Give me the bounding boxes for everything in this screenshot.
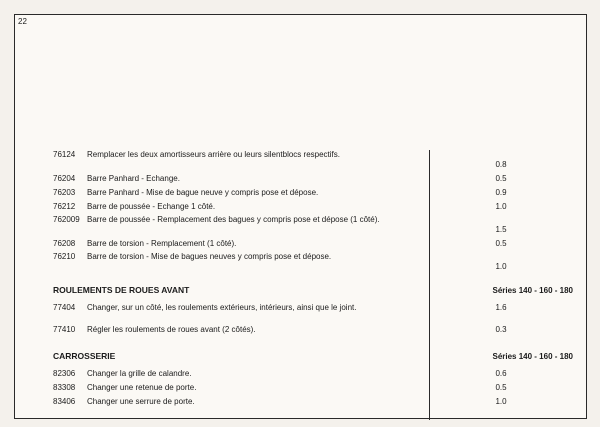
operation-code: 76204 [53,174,76,183]
table-row [15,150,588,170]
series-label: Séries 140 - 160 - 180 [492,286,573,295]
operation-code: 83406 [53,397,76,406]
operation-description: Barre de poussée - Echange 1 côté. [87,202,216,211]
operation-description: Barre Panhard - Echange. [87,174,180,183]
operation-description: Changer, sur un côté, les roulements extérieurs, intérieurs, ainsi que le joint. [87,303,357,312]
operation-description: Barre de torsion - Mise de bagues neuves y compris pose et dépose. [87,252,332,261]
time-value: 1.5 [495,225,507,234]
time-value: 0.5 [495,239,507,248]
section-title: CARROSSERIE [53,351,116,361]
time-value: 0.6 [495,369,507,378]
table-row [15,252,588,272]
operation-code: 76210 [53,252,76,261]
operation-description: Changer une serrure de porte. [87,397,195,406]
operation-description: Barre Panhard - Mise de bague neuve y compris pose et dépose. [87,188,319,197]
time-value: 1.6 [495,303,507,312]
time-value: 0.5 [495,174,507,183]
operation-code: 76124 [53,150,76,159]
time-value: 0.8 [495,160,507,169]
operation-code: 76208 [53,239,76,248]
time-value: 0.5 [495,383,507,392]
series-label: Séries 140 - 160 - 180 [492,352,573,361]
operation-code: 83308 [53,383,76,392]
page-number: 22 [18,17,27,26]
operation-code: 77410 [53,325,76,334]
operation-description: Barre de torsion - Remplacement (1 côté). [87,239,237,248]
time-value: 1.0 [495,397,507,406]
operation-description: Changer la grille de calandre. [87,369,192,378]
operation-code: 76203 [53,188,76,197]
operation-description: Remplacer les deux amortisseurs arrière ou leurs silentblocs respectifs. [87,150,340,159]
time-value: 1.0 [495,262,507,271]
section-title: ROULEMENTS DE ROUES AVANT [53,285,190,295]
time-value: 0.3 [495,325,507,334]
document-page [14,14,587,419]
operation-code: 76212 [53,202,76,211]
time-value: 1.0 [495,202,507,211]
operation-description: Changer une retenue de porte. [87,383,197,392]
time-value: 0.9 [495,188,507,197]
operation-code: 82306 [53,369,76,378]
column-divider [429,150,430,420]
operation-description: Barre de poussée - Remplacement des bagues y compris pose et dépose (1 côté). [87,215,380,224]
operation-code: 77404 [53,303,76,312]
table-row [15,215,588,235]
operation-description: Régler les roulements de roues avant (2 côtés). [87,325,256,334]
operation-code: 762009 [53,215,80,224]
table-row [15,303,588,323]
